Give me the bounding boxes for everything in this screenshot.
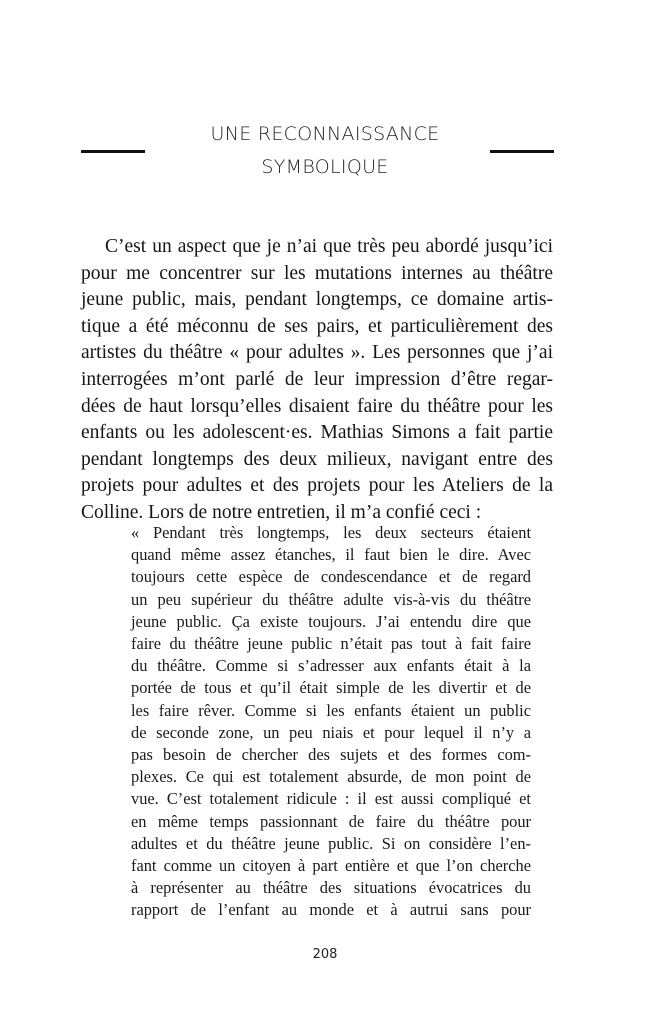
block-quote xyxy=(131,522,531,922)
chapter-heading-line-2: SYMBOLIQUE xyxy=(261,156,389,178)
paragraph-line: artistes du théâtre « pour adultes ». Les personnes que j’ai xyxy=(81,342,553,364)
quote-line: un peu supérieur du théâtre adulte vis-à-vis du théâtre xyxy=(131,589,531,609)
paragraph-line: Colline. Lors de notre entretien, il m’a confié ceci : xyxy=(81,501,482,523)
quote-line: fant comme un citoyen à part entière et que l’on cherche xyxy=(131,856,531,876)
quote-line: jeune public. Ça existe toujours. J’ai entendu dire que xyxy=(131,611,531,631)
quote-line: à représenter au théâtre des situations évocatrices du xyxy=(131,878,531,898)
quote-line: portée de tous et qu’il était simple de les divertir et de xyxy=(131,678,531,698)
quote-line: du théâtre. Comme si s’adresser aux enfants était à la xyxy=(131,656,531,676)
heading-rule-left xyxy=(81,150,145,153)
paragraph-line: enfants ou les adolescent·es. Mathias Simons a fait partie xyxy=(81,422,553,444)
paragraph-line: pour me concentrer sur les mutations internes au théâtre xyxy=(81,262,553,284)
page-number: 208 xyxy=(312,947,338,962)
quote-line: quand même assez étanches, il faut bien le dire. Avec xyxy=(131,545,531,565)
chapter-heading-line-1: UNE RECONNAISSANCE xyxy=(210,123,440,145)
quote-line: toujours cette espèce de condescendance et de regard xyxy=(131,567,531,587)
paragraph-line: jeune public, mais, pendant longtemps, ce domaine artis- xyxy=(81,289,553,311)
quote-line: pas besoin de chercher des sujets et des formes com- xyxy=(131,745,531,765)
quote-line: plexes. Ce qui est totalement absurde, de mon point de xyxy=(131,767,531,787)
paragraph-line: interrogées m’ont parlé de leur impression d’être regar- xyxy=(81,368,553,390)
heading-rule-right xyxy=(490,150,554,153)
quote-line: vue. C’est totalement ridicule : il est aussi compliqué et xyxy=(131,789,531,809)
quote-line: les faire rêver. Comme si les enfants étaient un public xyxy=(131,700,531,720)
quote-line: « Pendant très longtemps, les deux secteurs étaient xyxy=(131,523,531,542)
paragraph-line: pendant longtemps des deux milieux, navigant entre des xyxy=(81,448,553,470)
paragraph-line: C’est un aspect que je n’ai que très peu abordé jusqu’ici xyxy=(105,236,553,257)
paragraph-line: dées de haut lorsqu’elles disaient faire du théâtre pour les xyxy=(81,395,553,417)
quote-line: de seconde zone, un peu niais et pour lequel il n’y a xyxy=(131,722,531,742)
quote-line: en même temps passionnant de faire du théâtre pour xyxy=(131,811,531,831)
quote-line: faire du théâtre jeune public n’était pas tout à fait faire xyxy=(131,634,531,654)
body-paragraph xyxy=(81,234,553,527)
paragraph-line: tique a été méconnu de ses pairs, et particulièrement des xyxy=(81,315,553,337)
quote-line: adultes et du théâtre jeune public. Si on considère l’en- xyxy=(131,833,531,853)
quote-line: rapport de l’enfant au monde et à autrui sans pour xyxy=(131,900,531,920)
paragraph-line: projets pour adultes et des projets pour les Ateliers de la xyxy=(81,475,553,497)
